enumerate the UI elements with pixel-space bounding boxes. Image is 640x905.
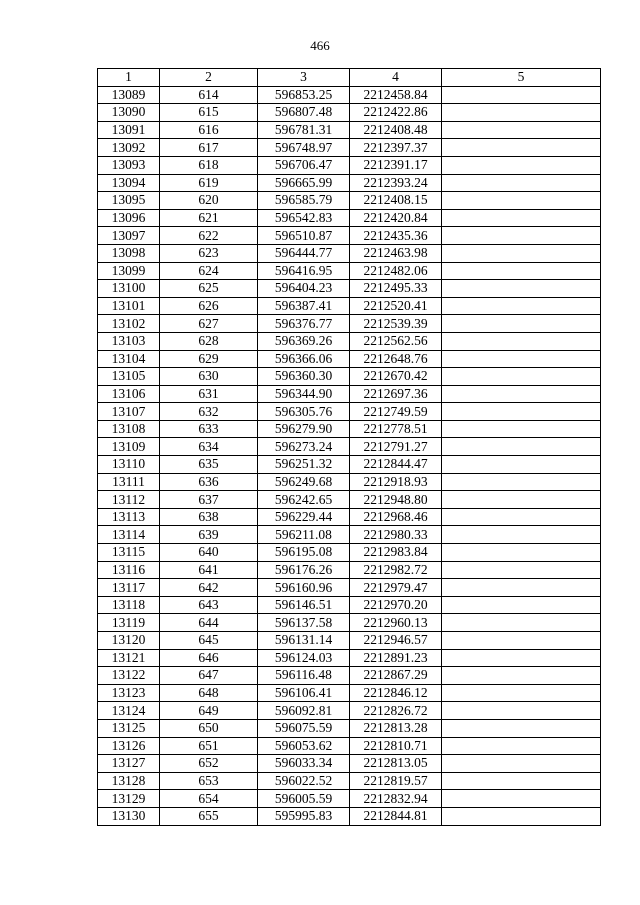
table-row	[98, 667, 601, 685]
table-cell-col4: 2212832.94	[350, 790, 442, 808]
table-cell-col1: 13092	[98, 139, 160, 157]
table-row	[98, 632, 601, 650]
table-cell-col3: 596137.58	[258, 614, 350, 632]
table-cell-col5	[442, 807, 601, 825]
table-cell-col2: 642	[160, 579, 258, 597]
table-cell-col3: 596092.81	[258, 702, 350, 720]
table-cell-col1: 13102	[98, 315, 160, 333]
table-cell-col2: 627	[160, 315, 258, 333]
table-cell-col4: 2212980.33	[350, 526, 442, 544]
table-cell-col5	[442, 156, 601, 174]
table-cell-col3: 596807.48	[258, 104, 350, 122]
table-cell-col5	[442, 86, 601, 104]
table-cell-col1: 13128	[98, 772, 160, 790]
table-cell-col2: 632	[160, 403, 258, 421]
table-cell-col1: 13127	[98, 755, 160, 773]
table-row	[98, 297, 601, 315]
table-cell-col2: 626	[160, 297, 258, 315]
table-row	[98, 174, 601, 192]
table-cell-col3: 596005.59	[258, 790, 350, 808]
table-cell-col4: 2212749.59	[350, 403, 442, 421]
table-cell-col4: 2212960.13	[350, 614, 442, 632]
table-cell-col2: 617	[160, 139, 258, 157]
table-cell-col4: 2212891.23	[350, 649, 442, 667]
table-cell-col2: 622	[160, 227, 258, 245]
table-cell-col3: 596033.34	[258, 755, 350, 773]
table-cell-col4: 2212393.24	[350, 174, 442, 192]
table-cell-col4: 2212970.20	[350, 596, 442, 614]
table-cell-col2: 640	[160, 544, 258, 562]
table-cell-col1: 13123	[98, 684, 160, 702]
table-cell-col2: 639	[160, 526, 258, 544]
table-cell-col5	[442, 280, 601, 298]
table-cell-col3: 596366.06	[258, 350, 350, 368]
table-cell-col3: 596360.30	[258, 368, 350, 386]
table-row	[98, 86, 601, 104]
table-cell-col4: 2212435.36	[350, 227, 442, 245]
table-cell-col3: 596585.79	[258, 192, 350, 210]
table-cell-col4: 2212813.28	[350, 719, 442, 737]
table-cell-col3: 596176.26	[258, 561, 350, 579]
table-cell-col5	[442, 649, 601, 667]
table-cell-col4: 2212846.12	[350, 684, 442, 702]
table-cell-col2: 634	[160, 438, 258, 456]
table-body	[98, 86, 601, 825]
table-cell-col5	[442, 667, 601, 685]
table-cell-col5	[442, 596, 601, 614]
table-cell-col4: 2212810.71	[350, 737, 442, 755]
table-cell-col2: 625	[160, 280, 258, 298]
table-cell-col3: 596404.23	[258, 280, 350, 298]
table-cell-col4: 2212948.80	[350, 491, 442, 509]
header-cell-3: 3	[258, 69, 350, 87]
table-cell-col3: 596075.59	[258, 719, 350, 737]
table-cell-col1: 13105	[98, 368, 160, 386]
table-cell-col1: 13101	[98, 297, 160, 315]
table-cell-col5	[442, 456, 601, 474]
table-row	[98, 156, 601, 174]
table-row	[98, 350, 601, 368]
table-cell-col5	[442, 719, 601, 737]
table-cell-col1: 13108	[98, 420, 160, 438]
table-cell-col3: 596146.51	[258, 596, 350, 614]
table-cell-col1: 13098	[98, 244, 160, 262]
table-cell-col4: 2212420.84	[350, 209, 442, 227]
table-cell-col4: 2212539.39	[350, 315, 442, 333]
table-cell-col2: 649	[160, 702, 258, 720]
table-cell-col4: 2212697.36	[350, 385, 442, 403]
table-cell-col2: 615	[160, 104, 258, 122]
table-cell-col2: 623	[160, 244, 258, 262]
table-cell-col1: 13095	[98, 192, 160, 210]
coordinates-table	[97, 68, 601, 826]
table-cell-col5	[442, 174, 601, 192]
table-cell-col2: 652	[160, 755, 258, 773]
table-cell-col3: 596387.41	[258, 297, 350, 315]
table-cell-col1: 13129	[98, 790, 160, 808]
table-cell-col4: 2212520.41	[350, 297, 442, 315]
table-cell-col3: 596279.90	[258, 420, 350, 438]
table-cell-col3: 595995.83	[258, 807, 350, 825]
table-cell-col2: 618	[160, 156, 258, 174]
table-cell-col3: 596242.65	[258, 491, 350, 509]
table-cell-col3: 596369.26	[258, 332, 350, 350]
table-row	[98, 420, 601, 438]
table-cell-col4: 2212983.84	[350, 544, 442, 562]
table-cell-col4: 2212918.93	[350, 473, 442, 491]
table-cell-col4: 2212391.17	[350, 156, 442, 174]
table-cell-col3: 596444.77	[258, 244, 350, 262]
table-cell-col2: 637	[160, 491, 258, 509]
table-cell-col5	[442, 192, 601, 210]
table-cell-col1: 13094	[98, 174, 160, 192]
table-cell-col2: 621	[160, 209, 258, 227]
header-cell-5: 5	[442, 69, 601, 87]
table-cell-col2: 636	[160, 473, 258, 491]
table-cell-col5	[442, 737, 601, 755]
table-row	[98, 649, 601, 667]
table-row	[98, 719, 601, 737]
table-row	[98, 790, 601, 808]
table-cell-col4: 2212408.48	[350, 121, 442, 139]
table-cell-col5	[442, 544, 601, 562]
table-cell-col5	[442, 438, 601, 456]
table-cell-col3: 596344.90	[258, 385, 350, 403]
table-row	[98, 684, 601, 702]
table-cell-col3: 596124.03	[258, 649, 350, 667]
table-cell-col3: 596131.14	[258, 632, 350, 650]
table-cell-col2: 630	[160, 368, 258, 386]
table-row	[98, 755, 601, 773]
table-cell-col2: 655	[160, 807, 258, 825]
table-cell-col5	[442, 632, 601, 650]
table-header	[98, 69, 601, 87]
table-row	[98, 596, 601, 614]
table-cell-col3: 596665.99	[258, 174, 350, 192]
table-row	[98, 280, 601, 298]
table-cell-col5	[442, 297, 601, 315]
table-cell-col2: 645	[160, 632, 258, 650]
table-cell-col1: 13126	[98, 737, 160, 755]
table-cell-col5	[442, 315, 601, 333]
table-row	[98, 209, 601, 227]
table-row	[98, 315, 601, 333]
table-cell-col3: 596305.76	[258, 403, 350, 421]
table-cell-col5	[442, 420, 601, 438]
table-cell-col5	[442, 772, 601, 790]
table-cell-col5	[442, 104, 601, 122]
table-cell-col4: 2212844.81	[350, 807, 442, 825]
table-cell-col2: 646	[160, 649, 258, 667]
table-cell-col4: 2212813.05	[350, 755, 442, 773]
table-cell-col1: 13125	[98, 719, 160, 737]
table-cell-col4: 2212778.51	[350, 420, 442, 438]
table-row	[98, 368, 601, 386]
table-cell-col4: 2212982.72	[350, 561, 442, 579]
table-row	[98, 772, 601, 790]
table-cell-col5	[442, 350, 601, 368]
table-row	[98, 227, 601, 245]
table-cell-col4: 2212867.29	[350, 667, 442, 685]
table-cell-col4: 2212397.37	[350, 139, 442, 157]
table-cell-col2: 650	[160, 719, 258, 737]
table-cell-col3: 596273.24	[258, 438, 350, 456]
table-row	[98, 139, 601, 157]
table-cell-col2: 633	[160, 420, 258, 438]
table-cell-col1: 13130	[98, 807, 160, 825]
table-cell-col3: 596160.96	[258, 579, 350, 597]
table-cell-col3: 596211.08	[258, 526, 350, 544]
table-cell-col5	[442, 121, 601, 139]
table-cell-col4: 2212422.86	[350, 104, 442, 122]
table-cell-col2: 619	[160, 174, 258, 192]
table-cell-col1: 13120	[98, 632, 160, 650]
table-row	[98, 579, 601, 597]
table-cell-col1: 13115	[98, 544, 160, 562]
table-cell-col1: 13100	[98, 280, 160, 298]
table-cell-col5	[442, 209, 601, 227]
table-cell-col4: 2212482.06	[350, 262, 442, 280]
table-cell-col4: 2212463.98	[350, 244, 442, 262]
table-row	[98, 491, 601, 509]
table-cell-col5	[442, 491, 601, 509]
table-cell-col5	[442, 244, 601, 262]
table-cell-col3: 596853.25	[258, 86, 350, 104]
table-cell-col1: 13118	[98, 596, 160, 614]
table-cell-col5	[442, 262, 601, 280]
header-cell-4: 4	[350, 69, 442, 87]
table-row	[98, 508, 601, 526]
table-cell-col1: 13112	[98, 491, 160, 509]
table-cell-col1: 13089	[98, 86, 160, 104]
table-row	[98, 262, 601, 280]
table-cell-col2: 644	[160, 614, 258, 632]
table-cell-col2: 631	[160, 385, 258, 403]
table-row	[98, 104, 601, 122]
table-cell-col2: 653	[160, 772, 258, 790]
table-cell-col5	[442, 755, 601, 773]
table-cell-col1: 13117	[98, 579, 160, 597]
table-cell-col1: 13119	[98, 614, 160, 632]
table-row	[98, 526, 601, 544]
table-cell-col1: 13107	[98, 403, 160, 421]
table-cell-col5	[442, 403, 601, 421]
table-cell-col4: 2212968.46	[350, 508, 442, 526]
table-cell-col1: 13110	[98, 456, 160, 474]
table-cell-col3: 596053.62	[258, 737, 350, 755]
table-cell-col4: 2212408.15	[350, 192, 442, 210]
table-cell-col1: 13116	[98, 561, 160, 579]
table-cell-col4: 2212979.47	[350, 579, 442, 597]
table-cell-col5	[442, 614, 601, 632]
table-cell-col1: 13113	[98, 508, 160, 526]
table-cell-col1: 13093	[98, 156, 160, 174]
table-cell-col5	[442, 332, 601, 350]
table-row	[98, 121, 601, 139]
table-cell-col1: 13104	[98, 350, 160, 368]
table-cell-col5	[442, 368, 601, 386]
header-cell-1: 1	[98, 69, 160, 87]
table-cell-col1: 13111	[98, 473, 160, 491]
table-cell-col5	[442, 579, 601, 597]
table-row	[98, 403, 601, 421]
table-cell-col3: 596510.87	[258, 227, 350, 245]
table-cell-col5	[442, 139, 601, 157]
table-row	[98, 614, 601, 632]
table-cell-col1: 13122	[98, 667, 160, 685]
table-cell-col2: 643	[160, 596, 258, 614]
table-cell-col2: 647	[160, 667, 258, 685]
table-cell-col3: 596251.32	[258, 456, 350, 474]
table-cell-col1: 13106	[98, 385, 160, 403]
table-cell-col5	[442, 508, 601, 526]
table-cell-col4: 2212458.84	[350, 86, 442, 104]
table-cell-col5	[442, 227, 601, 245]
table-row	[98, 737, 601, 755]
table-row	[98, 244, 601, 262]
table-row	[98, 332, 601, 350]
table-cell-col4: 2212844.47	[350, 456, 442, 474]
table-row	[98, 702, 601, 720]
table-cell-col3: 596249.68	[258, 473, 350, 491]
table-cell-col2: 629	[160, 350, 258, 368]
header-row	[98, 69, 601, 87]
table-row	[98, 385, 601, 403]
table-cell-col3: 596748.97	[258, 139, 350, 157]
table-row	[98, 544, 601, 562]
table-cell-col1: 13096	[98, 209, 160, 227]
table-cell-col2: 648	[160, 684, 258, 702]
table-row	[98, 473, 601, 491]
table-cell-col3: 596116.48	[258, 667, 350, 685]
table-cell-col2: 651	[160, 737, 258, 755]
table-cell-col1: 13091	[98, 121, 160, 139]
table-cell-col4: 2212946.57	[350, 632, 442, 650]
table-cell-col4: 2212791.27	[350, 438, 442, 456]
table-cell-col3: 596022.52	[258, 772, 350, 790]
table-cell-col3: 596229.44	[258, 508, 350, 526]
table-cell-col4: 2212495.33	[350, 280, 442, 298]
table-cell-col2: 624	[160, 262, 258, 280]
table-cell-col1: 13103	[98, 332, 160, 350]
table-cell-col5	[442, 473, 601, 491]
table-cell-col4: 2212648.76	[350, 350, 442, 368]
table-cell-col5	[442, 702, 601, 720]
table-cell-col3: 596706.47	[258, 156, 350, 174]
table-cell-col1: 13114	[98, 526, 160, 544]
table-cell-col1: 13109	[98, 438, 160, 456]
table-row	[98, 807, 601, 825]
table-row	[98, 561, 601, 579]
table-row	[98, 192, 601, 210]
table-cell-col2: 654	[160, 790, 258, 808]
page-number: 466	[310, 38, 330, 53]
table-row	[98, 438, 601, 456]
table-cell-col1: 13097	[98, 227, 160, 245]
table-cell-col2: 620	[160, 192, 258, 210]
table-cell-col2: 641	[160, 561, 258, 579]
table-cell-col5	[442, 526, 601, 544]
table-cell-col3: 596376.77	[258, 315, 350, 333]
table-cell-col4: 2212819.57	[350, 772, 442, 790]
table-cell-col5	[442, 684, 601, 702]
table-cell-col3: 596781.31	[258, 121, 350, 139]
table-cell-col4: 2212562.56	[350, 332, 442, 350]
header-cell-2: 2	[160, 69, 258, 87]
table-cell-col1: 13121	[98, 649, 160, 667]
table-cell-col3: 596416.95	[258, 262, 350, 280]
table-cell-col3: 596195.08	[258, 544, 350, 562]
table-cell-col5	[442, 790, 601, 808]
table-cell-col2: 638	[160, 508, 258, 526]
table-cell-col1: 13099	[98, 262, 160, 280]
table-cell-col2: 628	[160, 332, 258, 350]
table-cell-col2: 616	[160, 121, 258, 139]
table-cell-col2: 635	[160, 456, 258, 474]
table-row	[98, 456, 601, 474]
table-cell-col3: 596106.41	[258, 684, 350, 702]
table-cell-col1: 13090	[98, 104, 160, 122]
table-cell-col4: 2212670.42	[350, 368, 442, 386]
table-cell-col5	[442, 385, 601, 403]
table-cell-col1: 13124	[98, 702, 160, 720]
table-cell-col3: 596542.83	[258, 209, 350, 227]
table-cell-col4: 2212826.72	[350, 702, 442, 720]
table-cell-col2: 614	[160, 86, 258, 104]
table-cell-col5	[442, 561, 601, 579]
